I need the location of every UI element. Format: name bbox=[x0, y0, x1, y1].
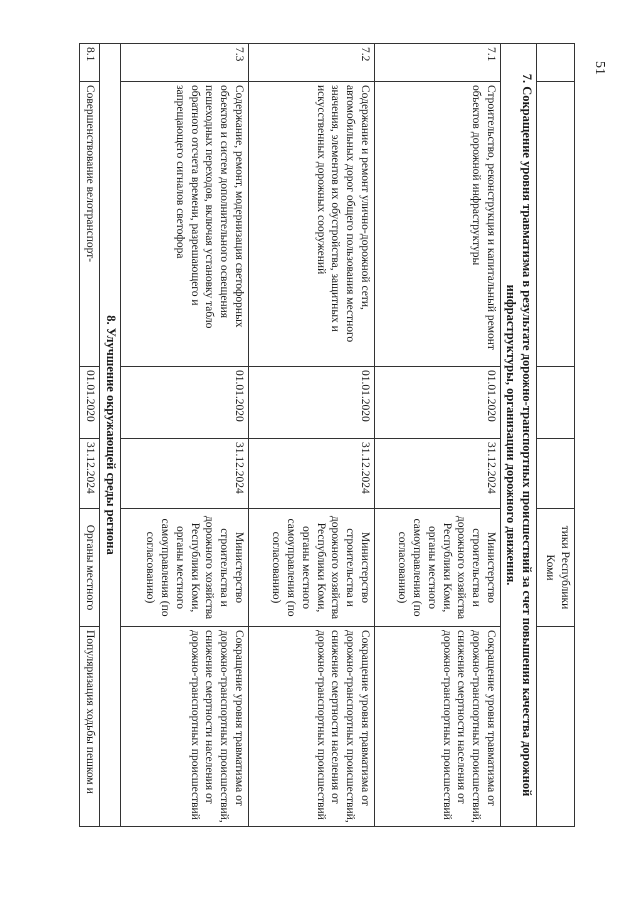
row-start-date: 01.01.2020 bbox=[248, 367, 374, 439]
row-responsible: Министерство строительства и дорожного хозяйства Республики Коми, органы местного самоуправления (по согласованию) bbox=[120, 509, 248, 627]
row-start-date bbox=[537, 367, 575, 439]
row-num: 8.1 bbox=[80, 44, 100, 82]
row-num bbox=[537, 44, 575, 82]
row-responsible: Министерство строительства и дорожного хозяйства Республики Коми, органы местного самоуправления (по согласованию) bbox=[248, 509, 374, 627]
table-row bbox=[120, 44, 248, 827]
row-result: Сокращение уровня травматизма от дорожно-транспортных происшествий, снижение смертности населения от дорожно-транспортных происшествий bbox=[120, 627, 248, 827]
row-num: 7.2 bbox=[248, 44, 374, 82]
section-7-title: 7. Сокращение уровня травматизма в результате дорожно-транспортных происшествий за счет повышения качества дорожной инфраструктуры, организации дорожного движения. bbox=[500, 44, 536, 827]
row-responsible: Министерство строительства и дорожного хозяйства Республики Коми, органы местного самоуправления (по согласованию) bbox=[374, 509, 500, 627]
plan-table bbox=[79, 43, 575, 827]
row-num: 7.1 bbox=[374, 44, 500, 82]
row-result: Популяризация ходьбы пешком и bbox=[80, 627, 100, 827]
section-8-title: 8. Улучшение окружающей среды региона bbox=[100, 44, 121, 827]
table-row bbox=[537, 44, 575, 827]
table-row bbox=[248, 44, 374, 827]
row-responsible: тики Республики Коми bbox=[537, 509, 575, 627]
table-row bbox=[374, 44, 500, 827]
row-end-date bbox=[537, 439, 575, 509]
row-result: Сокращение уровня травматизма от дорожно-транспортных происшествий, снижение смертности населения от дорожно-транспортных происшествий bbox=[248, 627, 374, 827]
row-result: Сокращение уровня травматизма от дорожно-транспортных происшествий, снижение смертности населения от дорожно-транспортных происшествий bbox=[374, 627, 500, 827]
row-num: 7.3 bbox=[120, 44, 248, 82]
row-responsible: Органы местного bbox=[80, 509, 100, 627]
row-end-date: 31.12.2024 bbox=[374, 439, 500, 509]
table-row bbox=[80, 44, 100, 827]
row-end-date: 31.12.2024 bbox=[80, 439, 100, 509]
row-name: Содержание, ремонт, модернизация светофорных объектов и систем дополнительного освещения пешеходных переходов, включая установку табло обратного отсчета времени, разрешающего и запрещающего сигналов светофора bbox=[120, 82, 248, 367]
row-end-date: 31.12.2024 bbox=[248, 439, 374, 509]
row-name: Содержание и ремонт улично-дорожной сети, автомобильных дорог общего пользования местного значения, элементов их обустройства, защитных и искусственных дорожных сооружений bbox=[248, 82, 374, 367]
row-result bbox=[537, 627, 575, 827]
row-end-date: 31.12.2024 bbox=[120, 439, 248, 509]
section-row bbox=[500, 44, 536, 827]
section-row bbox=[100, 44, 121, 827]
row-start-date: 01.01.2020 bbox=[120, 367, 248, 439]
row-name: Совершенствование велотранспорт- bbox=[80, 82, 100, 367]
row-name bbox=[537, 82, 575, 367]
plan-table-wrapper bbox=[84, 43, 575, 826]
row-start-date: 01.01.2020 bbox=[374, 367, 500, 439]
page-number: 51 bbox=[592, 61, 607, 75]
row-start-date: 01.01.2020 bbox=[80, 367, 100, 439]
row-name: Строительство, реконструкция и капитальный ремонт объектов дорожной инфраструктуры bbox=[374, 82, 500, 367]
